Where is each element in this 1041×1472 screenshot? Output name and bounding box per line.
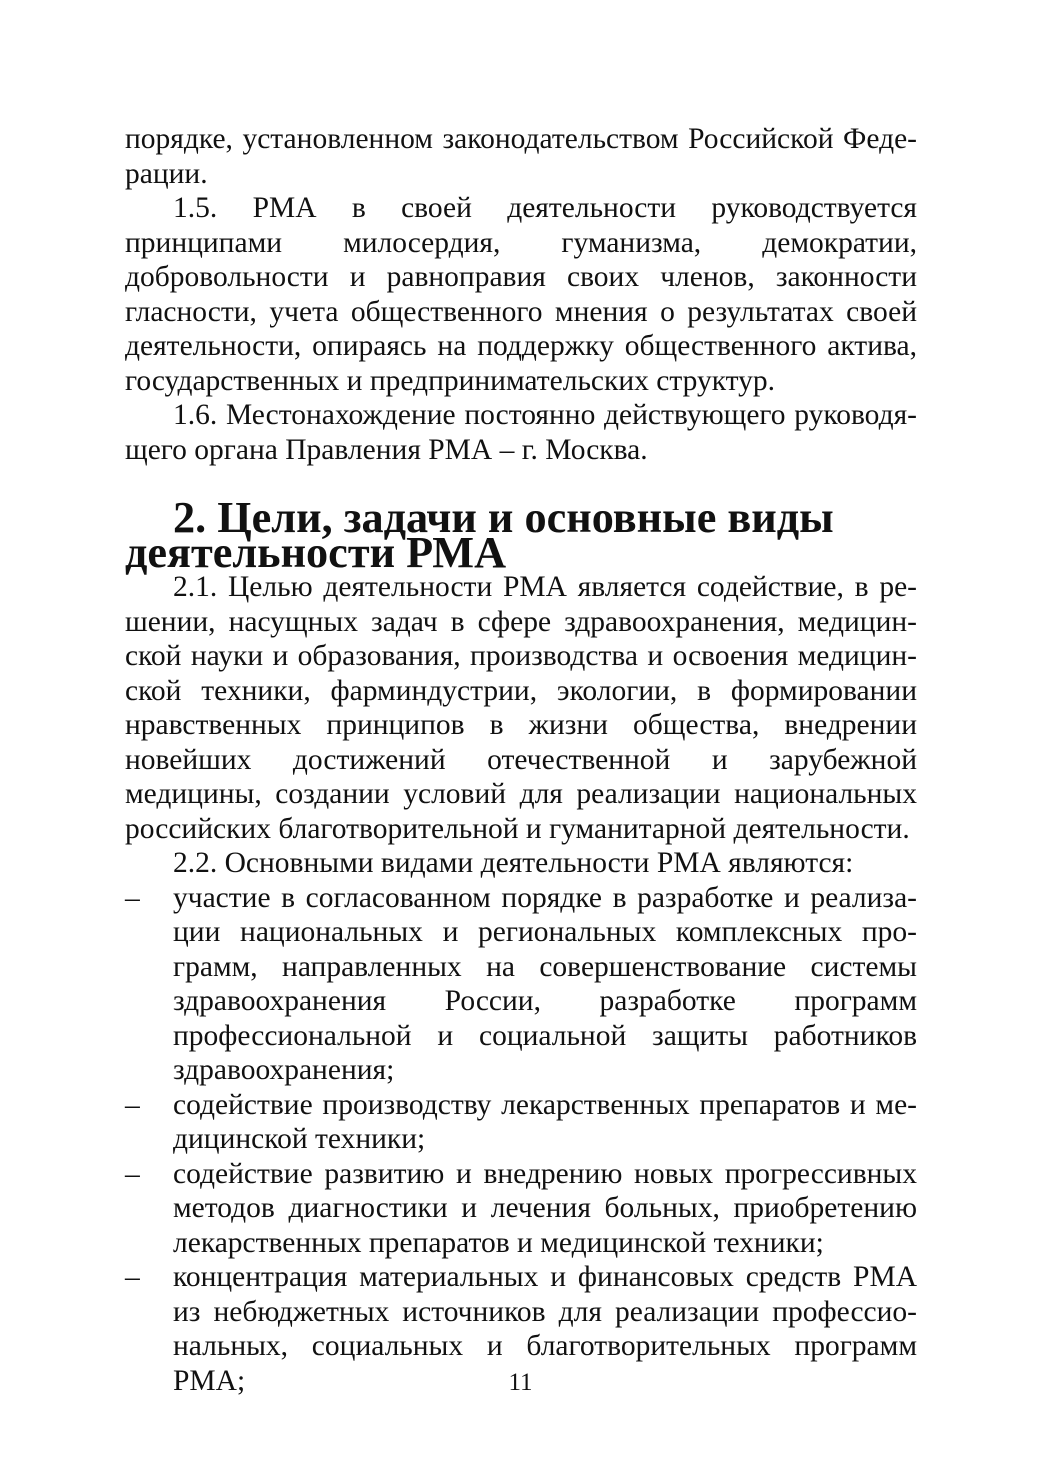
- paragraph-1-6: 1.6. Местонахождение постоянно действующего руководящего органа Правления РМА – г. Москва.: [125, 399, 917, 466]
- page-number: 11: [508, 1369, 533, 1396]
- list-item-text: содействие развитию и внедрению новых прогрессивных методов диагностики и лечения больных, приобретению лекарственных препаратов и медицинской техники;: [173, 1157, 917, 1259]
- paragraph-continuation: порядке, установленном законодательством Российской Федерации.: [125, 123, 917, 190]
- list-item: [125, 881, 917, 1088]
- list-item: [125, 1088, 917, 1157]
- list-item-text: участие в согласованном порядке в разработке и реализации национальных и региональных комплексных программ, направленных на совершенствование системы здравоохранения России, разработке программ профессиональной и социальной защиты работников здравоохранения;: [173, 881, 917, 1086]
- list-item-text: концентрация материальных и финансовых средств РМА из небюджетных источников для реализации профессиональных, социальных и благотворительных программ РМА;: [173, 1261, 917, 1397]
- paragraph-2-1: 2.1. Целью деятельности РМА является содействие, в решении, насущных задач в сфере здравоохранения, медицинской науки и образования, производства и освоения медицинской техники, фарминдустрии, экологии, в формировании нравственных принципов в жизни общества, внедрении новейших достижений отечественной и зарубежной медицины, создании условий для реализации национальных российских благотворительной и гуманитарной деятельности.: [125, 571, 917, 845]
- list-dash: –: [125, 1157, 140, 1190]
- activities-list: [125, 881, 917, 1399]
- paragraph-1-5: 1.5. РМА в своей деятельности руководствуется принципами милосердия, гуманизма, демократии, добровольности и равноправия своих членов, законности гласности, учета общественного мнения о результатах своей деятельности, опираясь на поддержку общественного актива, государственных и предпринимательских структур.: [125, 192, 917, 397]
- list-dash: –: [125, 881, 140, 914]
- list-dash: –: [125, 1261, 140, 1293]
- list-dash: –: [125, 1088, 140, 1121]
- paragraph-2-2: 2.2. Основными видами деятельности РМА являются:: [173, 847, 854, 879]
- list-item: [125, 1157, 917, 1261]
- section-heading-2: 2. Цели, задачи и основные виды деятельности РМА: [125, 493, 834, 577]
- list-item-text: содействие производству лекарственных препаратов и медицинской техники;: [173, 1088, 917, 1155]
- document-page: [125, 122, 917, 1398]
